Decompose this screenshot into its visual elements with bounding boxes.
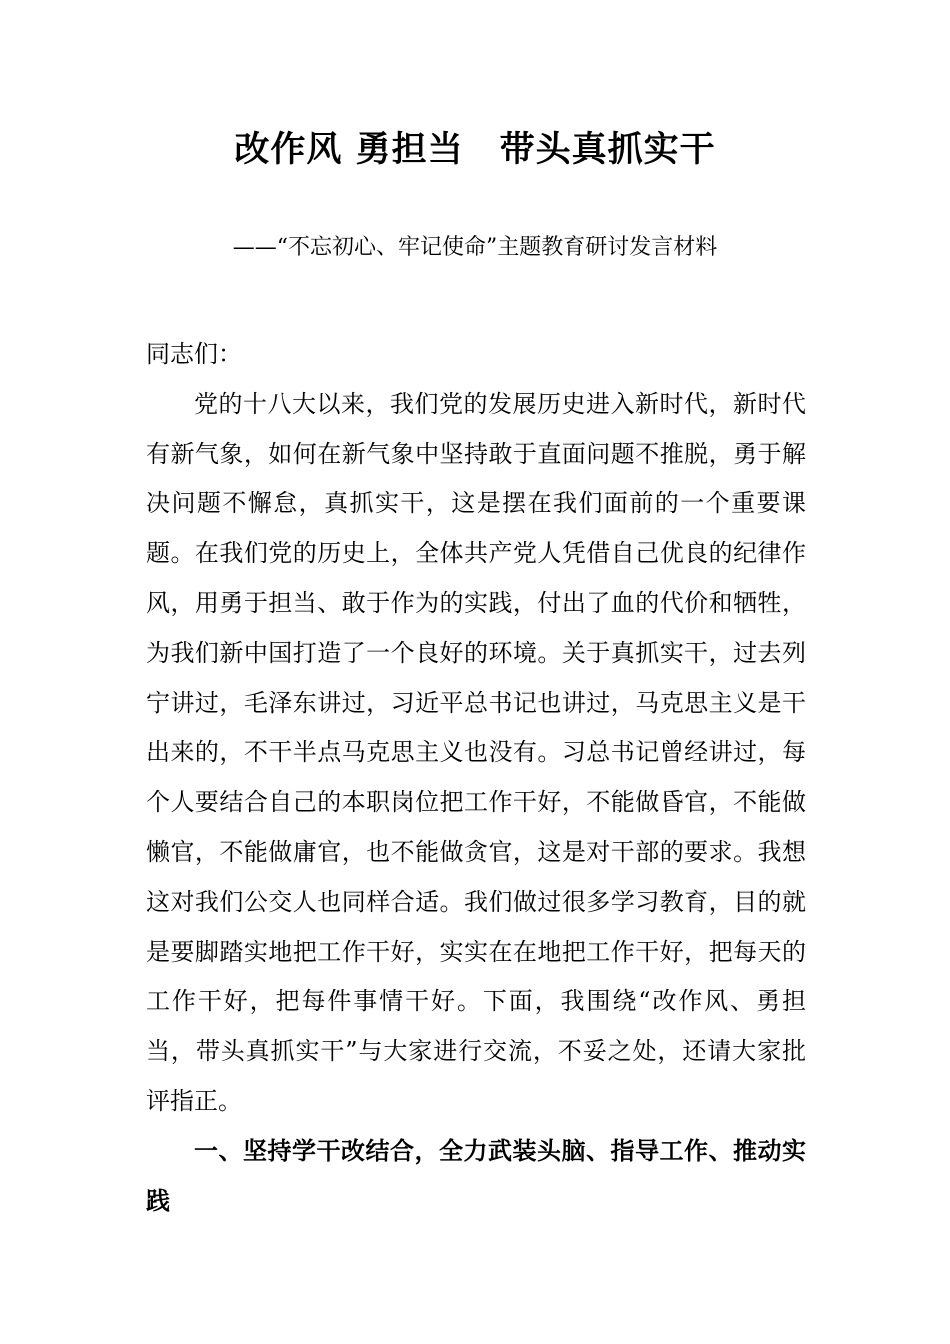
body-paragraph: 党的十八大以来，我们党的发展历史进入新时代，新时代有新气象，如何在新气象中坚持敢于直面问题不推脱，勇于解决问题不懈怠，真抓实干，这是摆在我们面前的一个重要课题。在我们党的历史上，全体共产党人凭借自己优良的纪律作风，用勇于担当、敢于作为的实践，付出了血的代价和牺牲，为我们新中国打造了一个良好的环境。关于真抓实干，过去列宁讲过，毛泽东讲过，习近平总书记也讲过，马克思主义是干出来的，不干半点马克思主义也没有。习总书记曾经讲过，每个人要结合自己的本职岗位把工作干好，不能做昏官，不能做懒官，不能做庸官，也不能做贪官，这是对干部的要求。我想这对我们公交人也同样合适。我们做过很多学习教育，目的就是要脚踏实地把工作干好，实实在在地把工作干好，把每天的工作干好，把每件事情干好。下面，我围绕“改作风、勇担当，带头真抓实干”与大家进行交流，不妥之处，还请大家批评指正。 (146, 389, 806, 1115)
salutation: 同志们： (146, 340, 242, 368)
document-subtitle: ——“不忘初心、牢记使命”主题教育研讨发言材料 (232, 235, 718, 260)
document-title: 改作风 勇担当 带头真抓实干 (234, 130, 716, 170)
section-heading: 一、坚持学干改结合，全力武装头脑、指导工作、推动实践 (146, 1136, 806, 1215)
document-body (146, 330, 806, 1226)
